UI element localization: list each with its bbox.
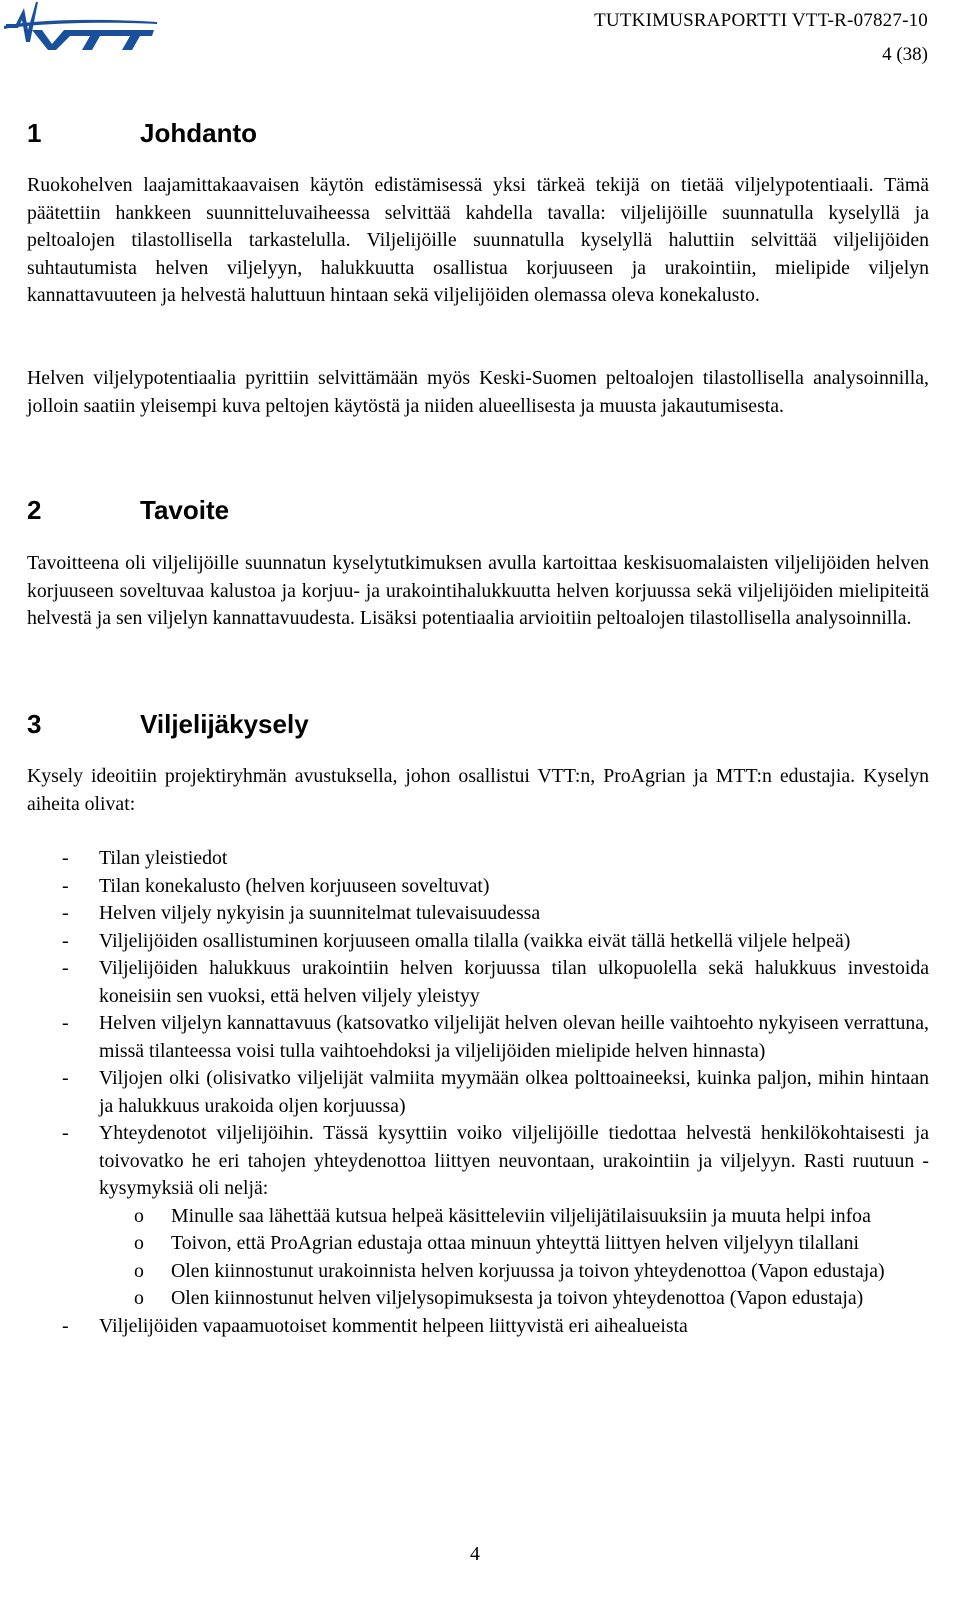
list-item: - Tilan yleistiedot bbox=[27, 845, 929, 873]
paragraph: Ruokohelven laajamittakaavaisen käytön edistämisessä yksi tärkeä tekijä on tietää viljelypotentiaali. Tämä päätettiin hankkeen suunnitteluvaiheessa selvittää kahdella tavalla: viljelijöille suunnatulla kyselyllä ja peltoalojen tilastollisella tarkastelulla. Viljelijöille suunnatulla kyselyllä haluttiin selvittää viljelijöiden suhtautumista helven viljelyyn, halukkuutta osallistua korjuuseen ja urakointiin, mielipide viljelyn kannattavuuteen ja helvestä haluttuun hintaan sekä viljelijöiden olemassa oleva konekalusto. bbox=[27, 174, 929, 306]
paragraph: Helven viljelypotentiaalia pyrittiin selvittämään myös Keski-Suomen peltoalojen tilastollisella analysoinnilla, jolloin saatiin yleisempi kuva peltojen käytöstä ja niiden alueellisesta ja muusta jakautumisesta. bbox=[27, 367, 929, 417]
sub-list bbox=[99, 1203, 929, 1313]
sub-list-item: o Toivon, että ProAgrian edustaja ottaa minuun yhteyttä liittyen helven viljelyyn tilallani bbox=[99, 1230, 929, 1258]
section-number: 2 bbox=[27, 495, 42, 525]
section-heading-johdanto bbox=[27, 118, 257, 148]
paragraph: Tavoitteena oli viljelijöille suunnatun kyselytutkimuksen avulla kartoittaa keskisuomalaisten viljelijöiden helven korjuuseen soveltuvaa kalustoa ja korjuu- ja urakointihalukkuutta helven korjuussa sekä viljelijöiden mielipiteitä helvestä ja sen viljelyn kannattavuudesta. Lisäksi potentiaalia arvioitiin peltoalojen tilastollisella analysoinnilla. bbox=[27, 552, 929, 629]
list-item: - Viljelijöiden halukkuus urakointiin helven korjuussa tilan ulkopuolella sekä halukkuus investoida koneisiin sen vuoksi, että helven viljely yleistyy bbox=[27, 955, 929, 1010]
page-count: 4 (38) bbox=[882, 44, 928, 65]
vtt-logo bbox=[2, 0, 162, 58]
list-item: - Tilan konekalusto (helven korjuuseen soveltuvat) bbox=[27, 873, 929, 901]
paragraph: Kysely ideoitiin projektiryhmän avustuksella, johon osallistui VTT:n, ProAgrian ja MTT:n edustajia. Kyselyn aiheita olivat: bbox=[27, 765, 929, 815]
sub-list-item: o Olen kiinnostunut urakoinnista helven korjuussa ja toivon yhteydenottoa (Vapon edustaja) bbox=[99, 1258, 929, 1286]
list-item: - Helven viljely nykyisin ja suunnitelmat tulevaisuudessa bbox=[27, 900, 929, 928]
section-heading-viljelijakysely bbox=[27, 709, 309, 739]
section-title: Johdanto bbox=[140, 118, 257, 148]
sub-list-item: o Minulle saa lähettää kutsua helpeä käsitteleviin viljelijätilaisuuksiin ja muuta helpi infoa bbox=[99, 1203, 929, 1231]
section-heading-tavoite bbox=[27, 495, 229, 525]
section-title: Tavoite bbox=[140, 495, 230, 525]
list-item: - Viljelijöiden vapaamuotoiset kommentit helpeen liittyvistä eri aihealueista bbox=[27, 1313, 929, 1341]
list-item-text: Yhteydenotot viljelijöihin. Tässä kysyttiin voiko viljelijöille tiedottaa helvestä henkilökohtaisesti ja toivovatko he eri tahojen yhteydenottoa liittyen neuvontaan, urakointiin ja viljelyyn. Rasti ruutuun -kysymyksiä oli neljä: bbox=[99, 1122, 929, 1199]
sub-list-item: o Olen kiinnostunut helven viljelysopimuksesta ja toivon yhteydenottoa (Vapon edustaja) bbox=[99, 1285, 929, 1313]
list-item-with-sublist bbox=[27, 1120, 929, 1313]
topic-list bbox=[27, 845, 929, 1340]
section-number: 1 bbox=[27, 118, 42, 148]
report-id: TUTKIMUSRAPORTTI VTT-R-07827-10 bbox=[594, 10, 928, 31]
list-item: - Viljojen olki (olisivatko viljelijät valmiita myymään olkea polttoaineeksi, kuinka paljon, mihin hintaan ja halukkuus urakoida oljen korjuussa) bbox=[27, 1065, 929, 1120]
section-title: Viljelijäkysely bbox=[140, 709, 309, 739]
section-number: 3 bbox=[27, 709, 42, 739]
page-number: 4 bbox=[470, 1543, 480, 1565]
list-item: - Viljelijöiden osallistuminen korjuuseen omalla tilalla (vaikka eivät tällä hetkellä viljele helpeä) bbox=[27, 928, 929, 956]
list-item: - Helven viljelyn kannattavuus (katsovatko viljelijät helven olevan heille vaihtoehto nykyiseen verrattuna, missä tilanteessa voisi tulla vaihtoehdoksi ja viljelijöiden mielipide helven hinnasta) bbox=[27, 1010, 929, 1065]
